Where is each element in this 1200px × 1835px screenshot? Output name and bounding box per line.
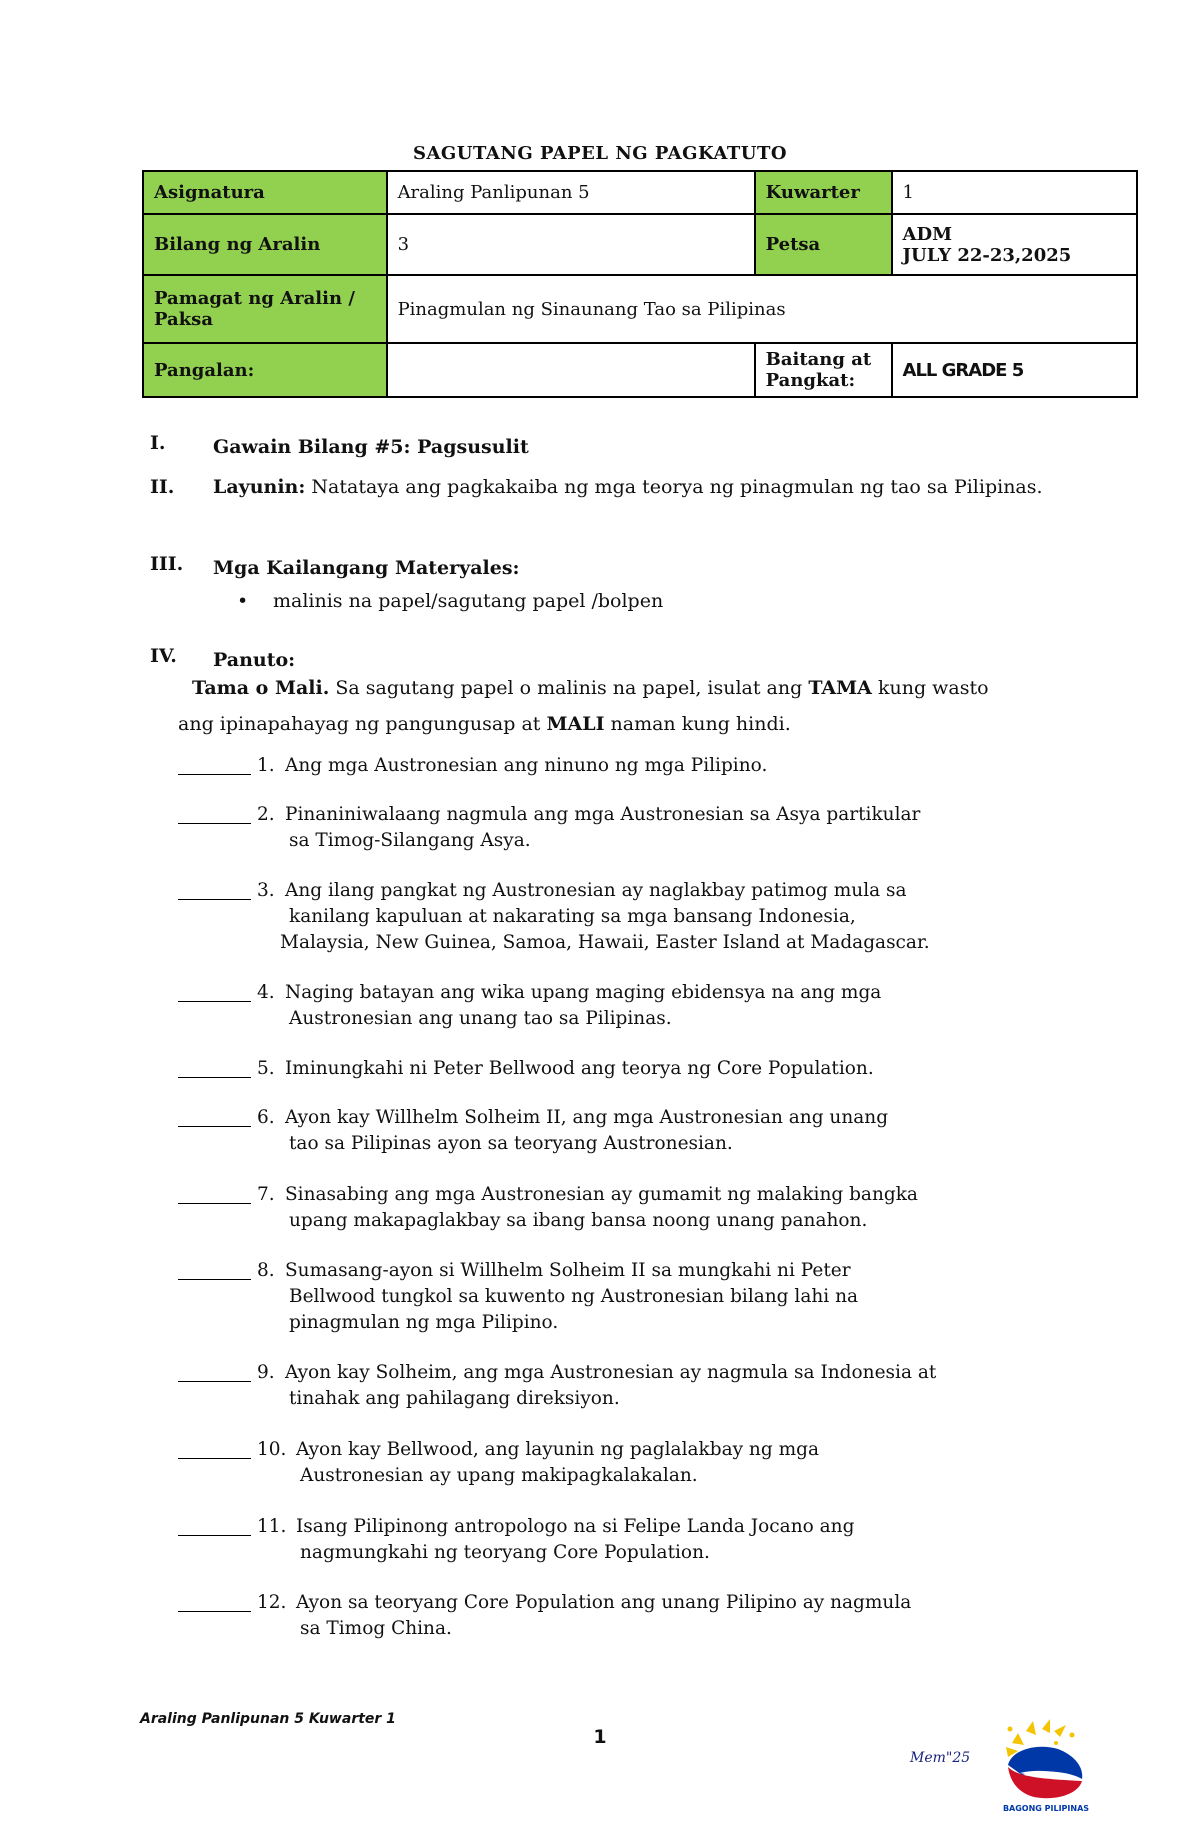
instruction-mode: Tama o Mali. — [192, 677, 330, 699]
question-line: Iminungkahi ni Peter Bellwood ang teorya ng Core Population. — [285, 1058, 874, 1079]
answer-blank[interactable] — [178, 1001, 251, 1002]
question-line: pinagmulan ng mga Pilipino. — [289, 1312, 559, 1333]
question-line: Naging batayan ang wika upang maging ebidensya na ang mga — [285, 982, 882, 1003]
question-line: Austronesian ang unang tao sa Pilipinas. — [289, 1008, 672, 1029]
section-4-number: IV. — [150, 645, 177, 667]
question-text — [285, 1258, 1045, 1336]
section-3-heading: Mga Kailangang Materyales: — [213, 557, 520, 579]
answer-blank[interactable] — [178, 1203, 251, 1204]
question-line: Ayon kay Solheim, ang mga Austronesian ay nagmula sa Indonesia at — [285, 1362, 937, 1383]
instruction-line-2 — [178, 713, 791, 735]
question-text — [285, 1360, 1045, 1412]
bilang-value: 3 — [387, 214, 755, 275]
question-line: upang makapaglakbay sa ibang bansa noong unang panahon. — [289, 1210, 868, 1231]
section-2-body — [213, 472, 1066, 502]
pamagat-label — [143, 275, 387, 343]
question-number: 11. — [257, 1516, 287, 1537]
pangalan-field[interactable] — [387, 343, 755, 397]
question-text — [296, 1514, 1056, 1566]
answer-blank[interactable] — [178, 823, 251, 824]
question-line: sa Timog China. — [300, 1618, 452, 1639]
baitang-value: ALL GRADE 5 — [892, 343, 1137, 397]
footer-subject: Araling Panlipunan 5 Kuwarter 1 — [140, 1711, 396, 1727]
instruction-line-1 — [192, 670, 1092, 706]
asignatura-label: Asignatura — [143, 171, 387, 214]
section-1-heading: Gawain Bilang #5: Pagsusulit — [213, 436, 529, 458]
question-text — [285, 802, 1045, 854]
question-text — [280, 878, 1045, 956]
question-number: 7. — [257, 1184, 275, 1205]
baitang-label-line-2: Pangkat: — [765, 370, 856, 391]
instruction-tama: TAMA — [808, 677, 872, 699]
answer-blank[interactable] — [178, 1611, 251, 1612]
question-line: Pinaniniwalaang nagmula ang mga Austronesian sa Asya partikular — [285, 804, 921, 825]
section-3-number: III. — [150, 553, 184, 575]
bilang-label: Bilang ng Aralin — [143, 214, 387, 275]
answer-blank[interactable] — [178, 1126, 251, 1127]
question-line: kanilang kapuluan at nakarating sa mga bansang Indonesia, — [289, 906, 856, 927]
bagong-pilipinas-logo — [998, 1715, 1094, 1815]
question-number: 1. — [257, 755, 275, 776]
pangalan-label: Pangalan: — [143, 343, 387, 397]
petsa-value — [892, 214, 1137, 275]
question-number: 4. — [257, 982, 275, 1003]
petsa-line-1: ADM — [902, 223, 953, 245]
question-line: nagmungkahi ng teoryang Core Population. — [300, 1542, 710, 1563]
question-text — [285, 1056, 1045, 1082]
pamagat-label-line-2: Paksa — [154, 309, 213, 330]
question-text — [296, 1590, 1056, 1642]
layunin-label: Layunin: — [213, 476, 306, 498]
section-1-number: I. — [150, 432, 166, 454]
question-line: Austronesian ay upang makipagkalakalan. — [300, 1465, 698, 1486]
question-number: 8. — [257, 1260, 275, 1281]
answer-blank[interactable] — [178, 1535, 251, 1536]
question-line: Malaysia, New Guinea, Samoa, Hawaii, Easter Island at Madagascar. — [280, 932, 930, 953]
question-line: Ayon kay Willhelm Solheim II, ang mga Austronesian ang unang — [285, 1107, 889, 1128]
question-text — [285, 1105, 1045, 1157]
question-line: Sumasang-ayon si Willhelm Solheim II sa mungkahi ni Peter — [285, 1260, 851, 1281]
author-signature: Mem"25 — [910, 1750, 971, 1766]
section-4-heading: Panuto: — [213, 649, 296, 671]
info-table — [142, 170, 1138, 398]
question-text — [296, 1437, 1056, 1489]
question-line: tao sa Pilipinas ayon sa teoryang Austronesian. — [289, 1133, 733, 1154]
instruction-text-2b: naman kung hindi. — [604, 713, 791, 735]
baitang-label — [755, 343, 892, 397]
answer-blank[interactable] — [178, 899, 251, 900]
question-number: 10. — [257, 1439, 287, 1460]
answer-blank[interactable] — [178, 1077, 251, 1078]
question-line: Ayon sa teoryang Core Population ang unang Pilipino ay nagmula — [296, 1592, 912, 1613]
pamagat-value: Pinagmulan ng Sinaunang Tao sa Pilipinas — [387, 275, 1137, 343]
page-title: SAGUTANG PAPEL NG PAGKATUTO — [412, 143, 788, 164]
petsa-label: Petsa — [755, 214, 892, 275]
question-number: 12. — [257, 1592, 287, 1613]
question-text — [285, 753, 1045, 779]
question-text — [285, 980, 1045, 1032]
answer-blank[interactable] — [178, 1279, 251, 1280]
instruction-text-1b: kung wasto — [871, 677, 989, 699]
bullet-icon: • — [237, 590, 249, 612]
kuwarter-label: Kuwarter — [755, 171, 892, 214]
pamagat-label-line-1: Pamagat ng Aralin / — [154, 288, 355, 309]
question-number: 9. — [257, 1362, 275, 1383]
petsa-line-2: JULY 22-23,2025 — [902, 244, 1072, 266]
instruction-text-1a: Sa sagutang papel o malinis na papel, isulat ang — [329, 677, 809, 699]
question-number: 5. — [257, 1058, 275, 1079]
question-number: 6. — [257, 1107, 275, 1128]
instruction-mali: MALI — [546, 713, 605, 735]
kuwarter-value: 1 — [892, 171, 1137, 214]
question-text — [285, 1182, 1045, 1234]
question-line: Ang ilang pangkat ng Austronesian ay naglakbay patimog mula sa — [285, 880, 907, 901]
instruction-text-2a: ang ipinapahayag ng pangungusap at — [178, 713, 547, 735]
section-2-number: II. — [150, 476, 175, 498]
question-line: Ayon kay Bellwood, ang layunin ng paglalakbay ng mga — [296, 1439, 819, 1460]
question-line: tinahak ang pahilagang direksiyon. — [289, 1388, 620, 1409]
question-line: Sinasabing ang mga Austronesian ay gumamit ng malaking bangka — [285, 1184, 918, 1205]
question-line: sa Timog-Silangang Asya. — [289, 830, 531, 851]
answer-blank[interactable] — [178, 774, 251, 775]
layunin-text: Natataya ang pagkakaiba ng mga teorya ng pinagmulan ng tao sa Pilipinas. — [305, 476, 1043, 498]
question-line: Ang mga Austronesian ang ninuno ng mga Pilipino. — [285, 755, 768, 776]
question-number: 3. — [257, 880, 275, 901]
answer-blank[interactable] — [178, 1458, 251, 1459]
answer-blank[interactable] — [178, 1381, 251, 1382]
baitang-label-line-1: Baitang at — [765, 349, 872, 370]
question-line: Bellwood tungkol sa kuwento ng Austronesian bilang lahi na — [289, 1286, 859, 1307]
page-number: 1 — [593, 1726, 607, 1748]
asignatura-value: Araling Panlipunan 5 — [387, 171, 755, 214]
question-number: 2. — [257, 804, 275, 825]
question-line: Isang Pilipinong antropologo na si Felipe Landa Jocano ang — [296, 1516, 855, 1537]
logo-text: BAGONG PILIPINAS — [1002, 1804, 1090, 1813]
materials-text: malinis na papel/sagutang papel /bolpen — [273, 590, 664, 612]
